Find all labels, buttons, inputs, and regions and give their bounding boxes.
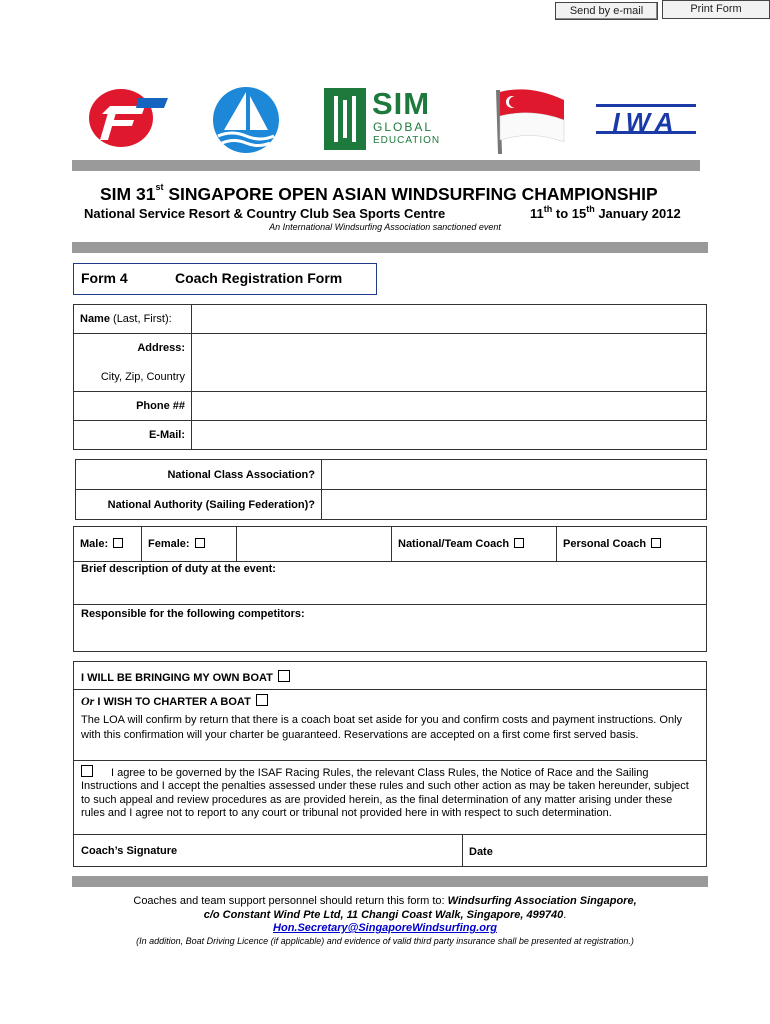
sanction-note: An International Windsurfing Association sanctioned event: [269, 222, 501, 232]
sim-logo-text: SIM: [372, 86, 431, 121]
event-dates: 11th to 15th January 2012: [530, 204, 681, 221]
form-title-box: [73, 263, 377, 295]
sailing-logo: [212, 86, 280, 154]
gender-spacer: [237, 527, 392, 562]
sponsor-f-logo: [88, 88, 170, 148]
charter-boat-checkbox[interactable]: [256, 694, 268, 706]
footer-email: [0, 922, 770, 934]
iwa-logo-text: IWA: [596, 104, 696, 134]
footer-note: (In addition, Boat Driving Licence (if applicable) and evidence of valid third party insurance shall be presented at registration.): [136, 936, 634, 946]
contact-table: [73, 304, 707, 450]
divider-bar: [72, 242, 708, 253]
divider-bar: [72, 160, 700, 171]
print-form-button[interactable]: Print Form: [662, 0, 770, 19]
footer-address: c/o Constant Wind Pte Ltd, 11 Changi Coast Walk, Singapore, 499740.: [203, 909, 567, 921]
female-field: Female:: [142, 527, 237, 562]
signature-input[interactable]: [74, 835, 461, 866]
duty-input[interactable]: [74, 578, 706, 603]
own-boat-checkbox[interactable]: [278, 670, 290, 682]
address-label: Address:: [74, 334, 192, 363]
team-coach-field: National/Team Coach: [392, 527, 557, 562]
sim-logo-text-line1: GLOBAL: [373, 120, 434, 134]
female-checkbox[interactable]: [195, 538, 205, 548]
male-checkbox[interactable]: [113, 538, 123, 548]
city-label: City, Zip, Country: [74, 363, 192, 392]
national-class-label: National Class Association?: [76, 460, 322, 490]
email-input[interactable]: [192, 421, 707, 450]
responsible-label: Responsible for the following competitors:: [81, 608, 305, 620]
national-authority-label: National Authority (Sailing Federation)?: [76, 490, 322, 520]
date-label: Date: [469, 846, 493, 858]
signature-label: Coach’s Signature: [81, 845, 178, 857]
singapore-flag-logo: [492, 86, 568, 156]
personal-coach-checkbox[interactable]: [651, 538, 661, 548]
coach-type-row: [73, 526, 707, 562]
event-title: SIM 31st SINGAPORE OPEN ASIAN WINDSURFING CHAMPIONSHIP: [100, 182, 658, 204]
email-label: E-Mail:: [74, 421, 192, 450]
name-label: Name (Last, First):: [74, 305, 192, 334]
male-field: Male:: [74, 527, 142, 562]
divider-line: [73, 689, 707, 690]
send-email-button[interactable]: Send by e-mail: [555, 2, 658, 20]
agree-checkbox[interactable]: [81, 765, 93, 777]
contact-email-link[interactable]: Hon.Secretary@SingaporeWindsurfing.org: [273, 922, 497, 934]
form-number: Form 4: [81, 270, 128, 286]
team-coach-checkbox[interactable]: [514, 538, 524, 548]
form-name: Coach Registration Form: [175, 270, 343, 286]
charter-boat-field: Or I WISH TO CHARTER A BOAT: [81, 694, 268, 709]
name-input[interactable]: [192, 305, 707, 334]
own-boat-field: I WILL BE BRINGING MY OWN BOAT: [81, 670, 290, 684]
divider-bar: [72, 876, 708, 887]
sim-global-education-logo: [324, 88, 444, 152]
phone-input[interactable]: [192, 392, 707, 421]
footer-return-line: Coaches and team support personnel should return this form to: Windsurfing Association Singapore,: [133, 895, 637, 907]
phone-label: Phone ##: [74, 392, 192, 421]
loa-text: The LOA will confirm by return that there is a coach boat set aside for you and confirm costs and payment instructions. Only with this confirmation will your charter be guaranteed. Reservations are accepted on a first come first served basis.: [81, 714, 683, 741]
date-input[interactable]: [463, 835, 706, 866]
duty-label: Brief description of duty at the event:: [81, 563, 276, 575]
association-table: [75, 459, 707, 520]
agreement-field: I agree to be governed by the ISAF Racing Rules, the relevant Class Rules, the Notice of Race and the Sailing Instructions and I accept the penalties assessed under these rules and such other action as may be taken hereunder, subject to such appeal and review procedures as are provided herein, as the final determination of any matter arising under these rules and I agree not to report to any court or tribunal not provided here in with respect to such determination.: [81, 767, 689, 820]
divider-line: [73, 760, 707, 761]
event-venue: National Service Resort & Country Club Sea Sports Centre: [84, 206, 446, 221]
national-authority-input[interactable]: [322, 490, 707, 520]
iwa-logo: [596, 104, 696, 136]
divider-line: [73, 604, 707, 605]
address-input[interactable]: [192, 334, 707, 392]
sim-logo-text-line2: EDUCATION: [373, 135, 441, 146]
personal-coach-field: Personal Coach: [557, 527, 707, 562]
responsible-input[interactable]: [74, 624, 706, 650]
national-class-input[interactable]: [322, 460, 707, 490]
